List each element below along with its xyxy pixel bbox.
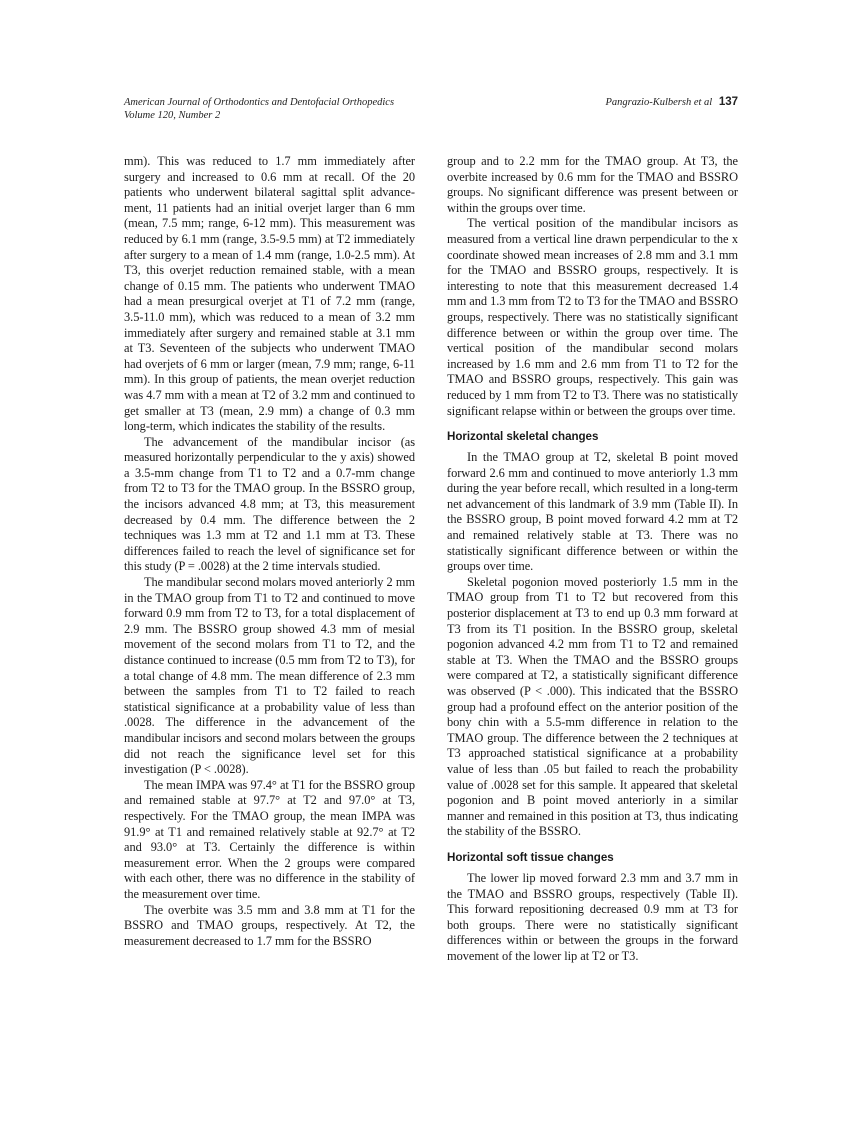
paragraph-impa: The mean IMPA was 97.4° at T1 for the BSSRO group and remained stable at 97.7° at T2 and 97.0° at T3, respectively. For the TMAO group, the mean IMPA was 91.9° at T1 and remained relatively stable at 92.7° at T2 and 93.0° at T3. Certainly the difference is within measurement error. When the 2 groups were compared with each other, there was no difference in the stability of the measurement over time. xyxy=(124,777,415,901)
paragraph-incisor-advancement: The advancement of the mandibular incisor (as measured horizontally perpendicular to the y axis) showed a 3.5-mm change from T1 to T2 and a 0.7-mm change from T2 to T3 for the TMAO group. In the BSSRO group, the incisors advanced 4.8 mm; at T3, this measurement decreased by 0.4 mm. The difference between the 2 techniques was 1.3 mm at T2 and 1.1 mm at T3. These differences failed to reach the level of significance set for this study (P = .0028) at the 2 time intervals studied. xyxy=(124,434,415,574)
paragraph-overbite-continued: group and to 2.2 mm for the TMAO group. At T3, the overbite increased by 0.6 mm for the TMAO and BSSRO groups. No significant difference was present between or within the groups over time. xyxy=(447,154,738,215)
right-column xyxy=(447,154,738,965)
author-line: Pangrazio-Kulbersh et al xyxy=(605,97,713,108)
paragraph-pogonion: Skeletal pogonion moved posteriorly 1.5 mm in the TMAO group from T1 to T2 but recovered from this posterior displacement at T3 to end up 0.3 mm forward at T3 from its T1 position. In the BSSRO group, skeletal pogonion advanced 4.2 mm from T1 to T2 and remained stable at T3. When the TMAO and the BSSRO groups were compared at T2, a statistically significant difference was observed (P < .000). This indicated that the BSSRO group had a profound effect on the anterior position of the bony chin with a 5.5-mm difference in relation to the TMAO group. The difference between the 2 techniques at T3 approached statistical significance at a probability value of less than .05 but failed to reach the probability value of .0028 set for this sample. It appeared that skeletal pogonion and B point moved anteriorly in a similar manner and remained in this position at T3, thus indicating the stability of the BSSRO. xyxy=(447,574,738,839)
running-head-right xyxy=(605,96,738,109)
paragraph-overbite: The overbite was 3.5 mm and 3.8 mm at T1 for the BSSRO and TMAO groups, respectively. At T2, the measurement decreased to 1.7 mm for the BSSRO xyxy=(124,902,415,948)
left-column xyxy=(124,154,415,949)
paragraph-lower-lip: The lower lip moved forward 2.3 mm and 3.7 mm in the TMAO and BSSRO groups, respectively (Table II). This forward repositioning decreased 0.9 mm at T3 for both groups. There were no statistically significant differences within or between the groups in the forward movement of the lower lip at T2 or T3. xyxy=(447,870,738,963)
paragraph-second-molars: The mandibular second molars moved anteriorly 2 mm in the TMAO group from T1 to T2 and continued to move forward 0.9 mm from T2 to T3, for a total displacement of 2.9 mm. The BSSRO group showed 4.3 mm of mesial movement of the second molars from T1 to T2, and the distance continued to increase (0.5 mm from T2 to T3), for a total change of 4.8 mm. The mean difference of 2.3 mm between the samples from T1 to T2 failed to reach statistical significance at a probability value of less than .0028. The difference in the advancement of the mandibular incisors and second molars between the groups did not reach the significance level set for this investigation (P < .0028). xyxy=(124,575,415,777)
journal-volume: Volume 120, Number 2 xyxy=(124,110,221,121)
running-head-left xyxy=(124,96,394,122)
paragraph-vertical-position: The vertical position of the mandibular incisors as measured from a vertical line drawn perpendicular to the x coordinate showed mean increases of 2.8 mm and 3.1 mm for the TMAO and BSSRO groups, respectively. It is interesting to note that this measurement decreased 1.4 mm and 1.3 mm from T2 to T3 for the TMAO and BSSRO groups, respectively. There was no statistically significant difference between or within the group over time. The vertical position of the mandibular second molars increased by 1.6 mm and 2.6 mm from T1 to T2 for the TMAO and BSSRO groups, respectively. This gain was reduced by 1 mm from T2 to T3. There was no statistically significant relapse within or between the groups over time. xyxy=(447,216,738,418)
page-number: 137 xyxy=(718,96,738,108)
journal-title: American Journal of Orthodontics and Dentofacial Orthopedics xyxy=(124,97,395,108)
paragraph-b-point: In the TMAO group at T2, skeletal B point moved forward 2.6 mm and continued to move anteriorly 1.3 mm during the year before recall, which resulted in a long-term net advancement of this landmark of 3.9 mm (Table II). In the BSSRO group, B point moved forward 4.2 mm at T2 and remained relatively stable at T3. There was no statistically significant difference between or within the groups over time. xyxy=(447,450,738,574)
section-heading-soft-tissue: Horizontal soft tissue changes xyxy=(447,850,614,864)
section-heading-skeletal: Horizontal skeletal changes xyxy=(447,430,599,444)
paragraph-overjet: mm). This was reduced to 1.7 mm immediately after surgery and increased to 0.6 mm at recall. Of the 20 patients who underwent bilateral sagittal split advancement, 11 patients had an initial overjet larger than 6 mm (mean, 7.5 mm; range, 6-12 mm). This measurement was reduced by 6.1 mm (range, 3.5-9.5 mm) at T2 immediately after surgery to a mean of 1.4 mm (range, 1.0-2.5 mm). At T3, this overjet reduction remained stable, with a mean change of 0.15 mm. The patients who underwent TMAO had a mean presurgical overjet at T1 of 7.2 mm (range, 3.5-11.0 mm), which was reduced to a mean of 3.2 mm immediately after surgery and remained stable at 3.1 mm at T3. Seventeen of the subjects who underwent TMAO had overjets of 6 mm or larger (mean, 7.9 mm; range, 6-11 mm). In this group of patients, the mean overjet reduction was 4.7 mm with a mean at T2 of 3.2 mm and continued to get smaller at T3 (mean, 2.9 mm) a change of 0.3 mm long-term, which indicates the stability of the results. xyxy=(124,154,415,434)
